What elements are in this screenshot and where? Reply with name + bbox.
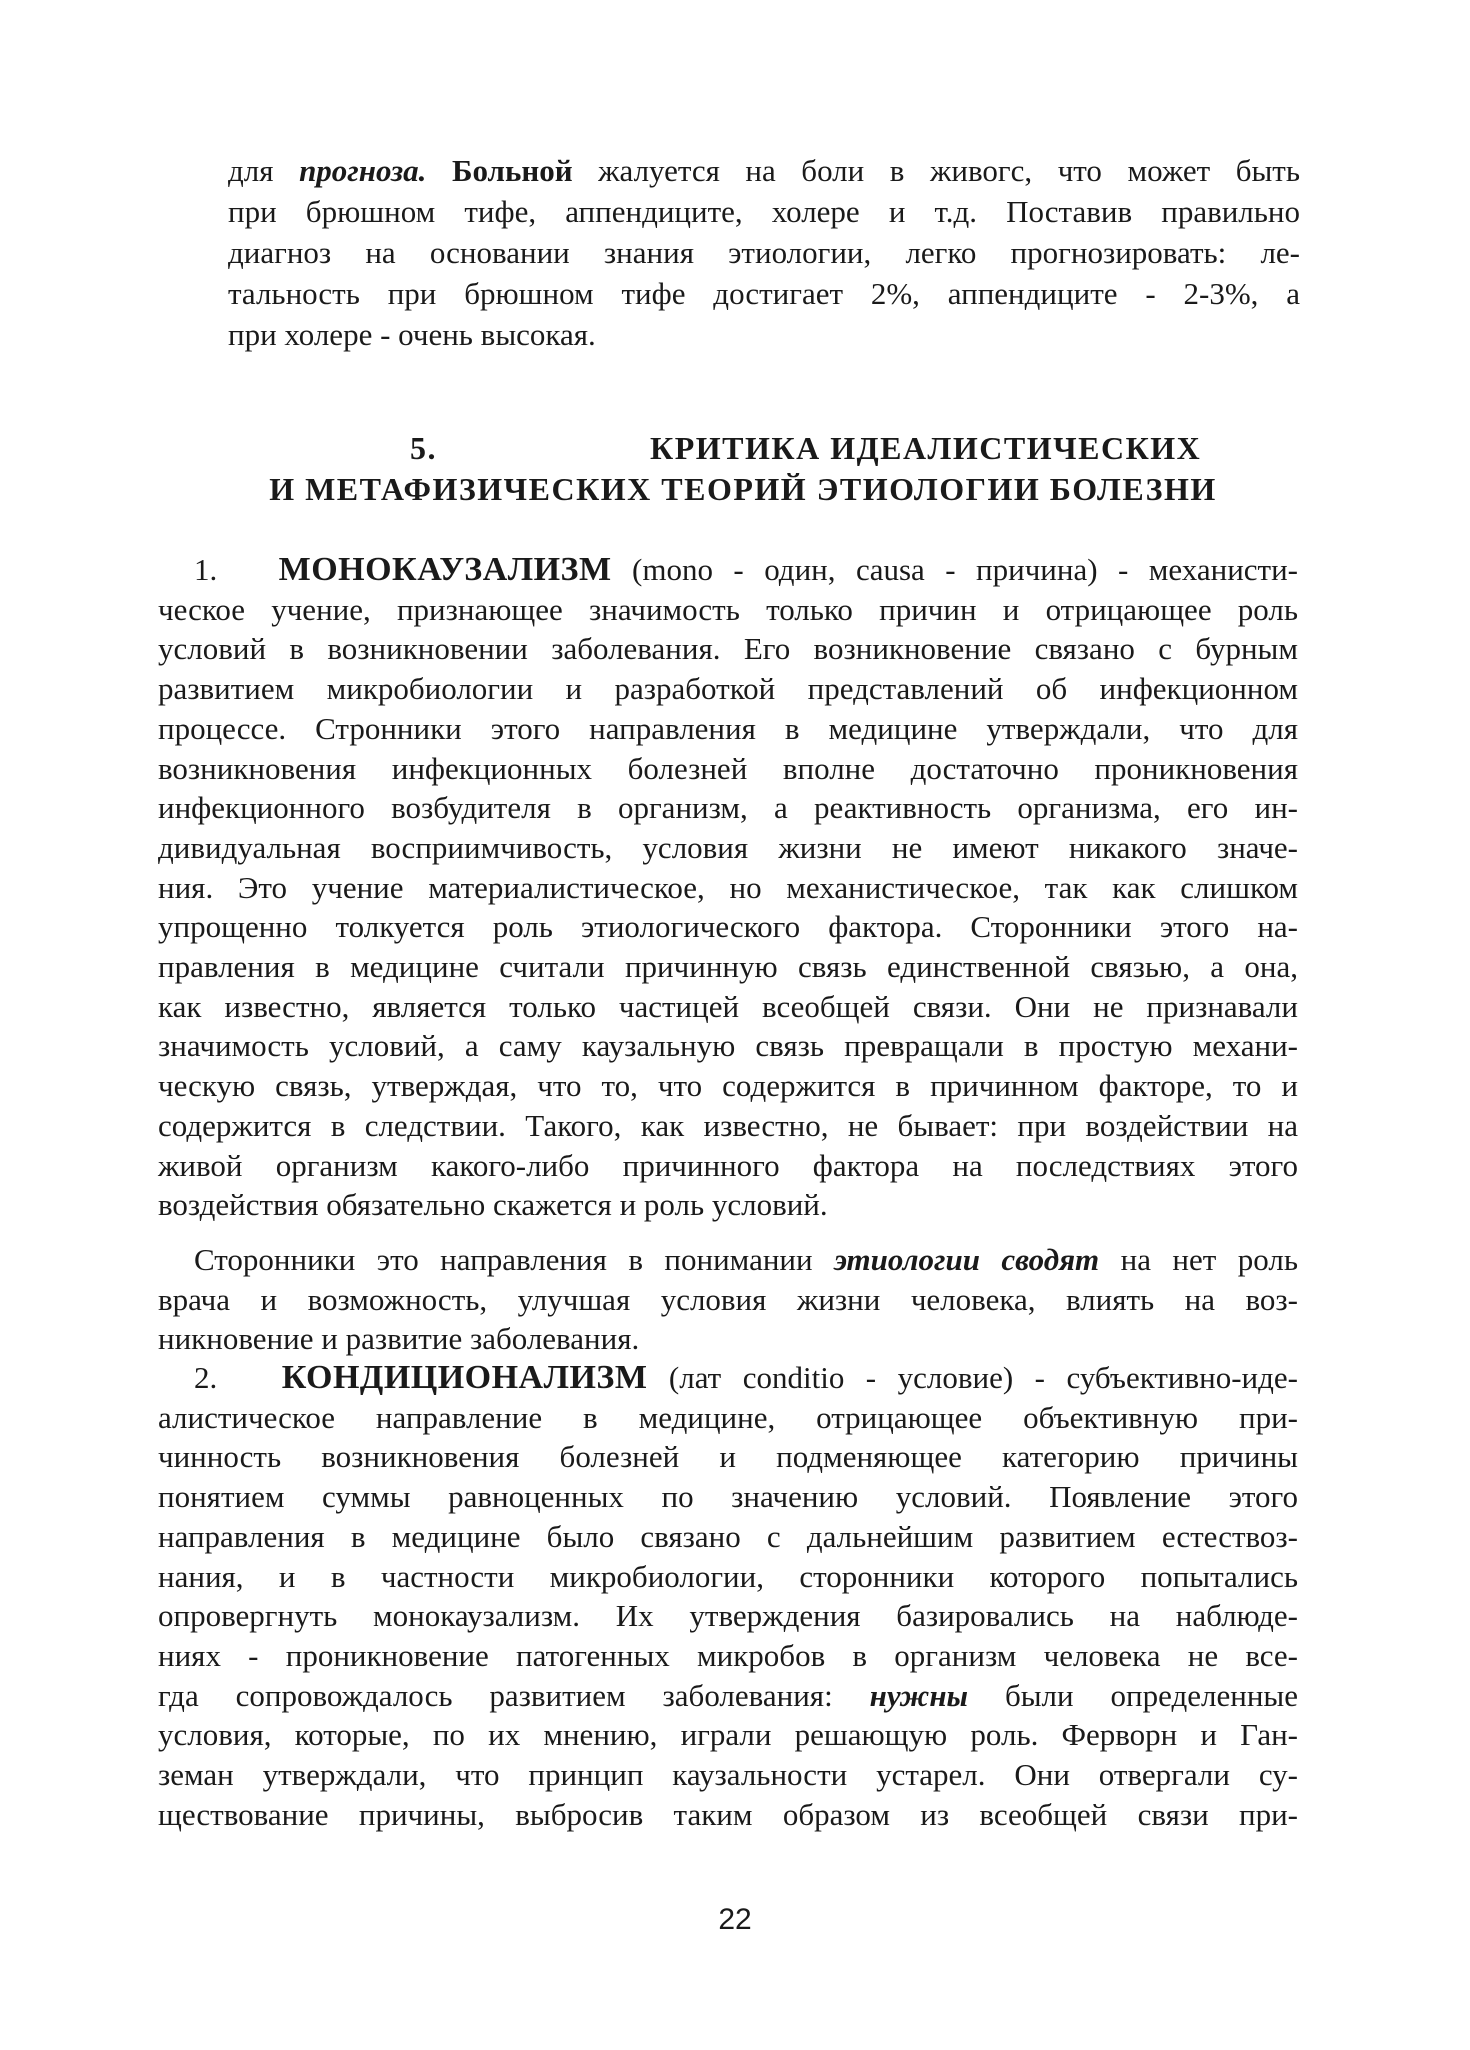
conditionalism-number: 2.: [194, 1360, 218, 1395]
supporters-line-2: врача и возможность, улучшая условия жизни человека, влиять на воз-: [158, 1281, 1298, 1317]
monocausalism-term: МОНОКАУЗАЛИЗМ: [278, 551, 612, 588]
monocausalism-line: значимость условий, а саму каузальную связь превращали в простую механи-: [158, 1028, 1298, 1064]
monocausalism-line: развитием микробиологии и разработкой представлений об инфекционном: [158, 671, 1298, 707]
monocausalism-line: ческую связь, утверждая, что то, что содержится в причинном факторе, то и: [158, 1068, 1298, 1104]
supporters-line-1: Сторонники это направления в понимании этиологии сводят на нет роль: [194, 1242, 1298, 1277]
section-title-line-1: КРИТИКА ИДЕАЛИСТИЧЕСКИХ: [650, 430, 1202, 466]
monocausalism-line: инфекционного возбудителя в организм, а реактивность организма, его ин-: [158, 790, 1298, 826]
intro-paragraph: [228, 150, 1300, 355]
conditionalism-term: КОНДИЦИОНАЛИЗМ: [281, 1359, 648, 1396]
conditionalism-line: ществование причины, выбросив таким образом из всеобщей связи при-: [158, 1796, 1298, 1832]
supporters-paragraph: [158, 1240, 1298, 1359]
conditionalism-paragraph: [158, 1358, 1298, 1834]
monocausalism-line: возникновения инфекционных болезней вполне достаточно проникновения: [158, 750, 1298, 786]
conditionalism-line: условия, которые, по их мнению, играли решающую роль. Ферворн и Ган-: [158, 1717, 1298, 1753]
monocausalism-paragraph: [158, 550, 1298, 1225]
conditionalism-line: опровергнуть монокаузализм. Их утверждения базировались на наблюде-: [158, 1598, 1298, 1634]
monocausalism-line: как известно, является только частицей всеобщей связи. Они не признавали: [158, 988, 1298, 1024]
monocausalism-line: правления в медицине считали причинную связь единственной связью, а она,: [158, 949, 1298, 985]
monocausalism-line: ния. Это учение материалистическое, но механистическое, так как слишком: [158, 869, 1298, 905]
conditionalism-line-1: 2. КОНДИЦИОНАЛИЗМ (лат conditio - условие) - субъективно-иде-: [194, 1359, 1298, 1396]
conditionalism-line: земан утверждали, что принцип каузальности устарел. Они отвергали су-: [158, 1757, 1298, 1793]
monocausalism-line: живой организм какого-либо причинного фактора на последствиях этого: [158, 1147, 1298, 1183]
conditionalism-line: ниях - проникновение патогенных микробов в организм человека не все-: [158, 1637, 1298, 1673]
intro-line-5: при холере - очень высокая.: [228, 317, 596, 352]
intro-line-2: при брюшном тифе, аппендиците, холере и т.д. Поставив правильно: [228, 194, 1300, 229]
intro-line-3: диагноз на основании знания этиологии, легко прогнозировать: ле-: [228, 235, 1300, 270]
intro-line-1: для прогноза. Больной жалуется на боли в живогс, что может быть: [228, 153, 1300, 188]
section-number: 5.: [410, 430, 437, 466]
monocausalism-line: упрощенно толкуется роль этиологического фактора. Сторонники этого на-: [158, 909, 1298, 945]
intro-line-4: тальность при брюшном тифе достигает 2%, аппендиците - 2-3%, а: [228, 276, 1300, 311]
monocausalism-line: ческое учение, признающее значимость только причин и отрицающее роль: [158, 591, 1298, 627]
conditionalism-line: направления в медицине было связано с дальнейшим развитием естествоз-: [158, 1518, 1298, 1554]
conditionalism-line: понятием суммы равноценных по значению условий. Появление этого: [158, 1479, 1298, 1515]
monocausalism-line: процессе. Стронники этого направления в медицине утверждали, что для: [158, 710, 1298, 746]
monocausalism-number: 1.: [194, 552, 218, 587]
conditionalism-line: нания, и в частности микробиологии, сторонники которого попытались: [158, 1558, 1298, 1594]
conditionalism-line-nuzhny: гда сопровождалось развитием заболевания: нужны были определенные: [158, 1677, 1298, 1713]
conditionalism-emphasis: нужны: [869, 1677, 969, 1713]
conditionalism-line: алистическое направление в медицине, отрицающее объективную при-: [158, 1399, 1298, 1435]
conditionalism-line: чинность возникновения болезней и подменяющее категорию причины: [158, 1439, 1298, 1475]
monocausalism-line: воздействия обязательно скажется и роль условий.: [158, 1187, 828, 1223]
supporters-line-3: никновение и развитие заболевания.: [158, 1321, 640, 1357]
monocausalism-line: дивидуальная восприимчивость, условия жизни не имеют никакого значе-: [158, 829, 1298, 865]
monocausalism-line: содержится в следствии. Такого, как известно, не бывает: при воздействии на: [158, 1107, 1298, 1143]
monocausalism-line-1: 1. МОНОКАУЗАЛИЗМ (mono - один, causa - причина) - механисти-: [194, 551, 1299, 588]
section-title-line-2: И МЕТАФИЗИЧЕСКИХ ТЕОРИЙ ЭТИОЛОГИИ БОЛЕЗНИ: [269, 471, 1217, 507]
page-number: 22: [718, 1903, 752, 1936]
supporters-emphasis: этиологии сводят: [834, 1242, 1100, 1277]
monocausalism-line: условий в возникновении заболевания. Его возникновение связано с бурным: [158, 631, 1298, 667]
